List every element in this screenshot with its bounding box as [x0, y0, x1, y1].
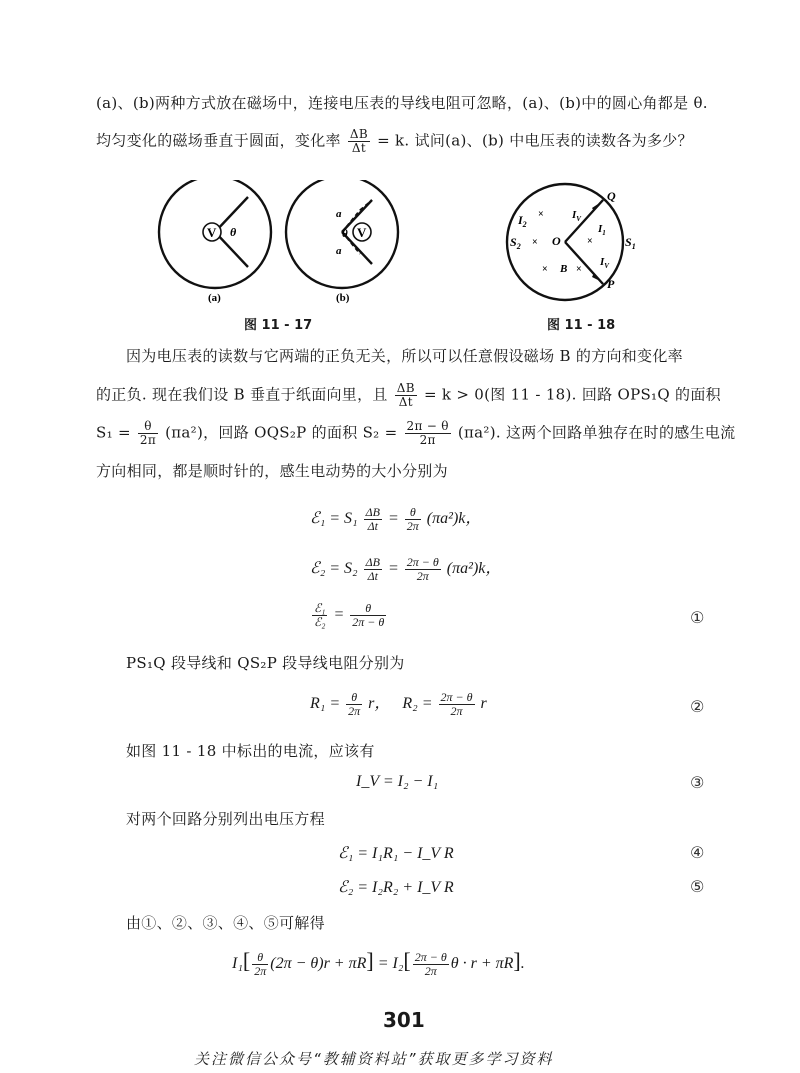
rate-den: Δt [351, 141, 366, 155]
caption-11-17: 图 11 - 17 [244, 318, 313, 333]
label-S2: $S_2$ [510, 235, 521, 251]
body-p8: 由①、②、③、④、⑤可解得 [126, 914, 325, 932]
label-B: B [560, 263, 568, 275]
label-S1: $S_1$ [625, 235, 636, 251]
rate-fraction [348, 128, 370, 155]
body-p3-a: S₁ = [96, 423, 131, 442]
edge-a-top: a [336, 208, 342, 220]
label-P: P [607, 277, 615, 291]
label-b: (b) [336, 292, 350, 304]
body-p6: 如图 11 - 18 中标出的电流，应该有 [126, 742, 375, 760]
label-Q: Q [607, 189, 616, 203]
equation-current: I_V = I₂ − I₁ [356, 773, 439, 790]
figure-11-17 [150, 180, 405, 310]
intro-line-1: (a)、(b)两种方式放在磁场中，连接电压表的导线电阻可忽略，(a)、(b)中的圆心角都是 θ. [96, 94, 708, 112]
body-p3-frac1: $\frac{\theta}{2\pi}$ [139, 419, 157, 447]
body-p3 [96, 420, 735, 447]
equation-voltage-2: ℰ₂ = I₂R₂ + I_V R [338, 879, 454, 896]
label-O: O [552, 234, 561, 248]
caption-11-18: 图 11 - 18 [547, 318, 616, 333]
body-p4: 方向相同，都是顺时针的，感生电动势的大小分别为 [96, 462, 448, 480]
cross-5: × [576, 264, 582, 275]
page-number: 301 [383, 1008, 425, 1032]
body-p2-a: 的正负. 现在我们设 B 垂直于纸面向里，且 [96, 385, 388, 404]
body-p2-b: = k > 0(图 11 - 18). 回路 OPS₁Q 的面积 [423, 385, 721, 404]
figure-11-18 [490, 180, 650, 310]
intro-line-2 [96, 128, 693, 155]
label-a: (a) [208, 292, 221, 304]
label-I2: $I_2$ [518, 213, 527, 229]
eq-number-4: ④ [690, 843, 705, 862]
eq-number-5: ⑤ [690, 877, 705, 896]
equation-voltage-1: ℰ₁ = I₁R₁ − I_V R [338, 845, 454, 862]
label-Iv-bottom: $I_V$ [600, 256, 609, 270]
edge-a-bottom: a [336, 245, 342, 257]
equation-final: I₁[ $\frac{\theta}{2\pi}$ (2π − θ)r + πR] = I₂[ $\frac{2\pi - \theta}{2\pi}$ θ · r + πR]. [232, 948, 525, 978]
theta-b: θ [342, 228, 348, 240]
cross-4: × [542, 264, 548, 275]
theta-a: θ [230, 225, 237, 239]
cross-3: × [587, 236, 593, 247]
label-Iv-top: $I_V$ [572, 209, 581, 223]
cross-2: × [532, 237, 538, 248]
eq-number-3: ③ [690, 773, 705, 792]
body-p5: PS₁Q 段导线和 QS₂P 段导线电阻分别为 [126, 654, 405, 672]
meter-a: V [207, 225, 217, 240]
body-p7: 对两个回路分别列出电压方程 [126, 810, 325, 828]
meter-b: V [357, 225, 367, 240]
equation-resistance: R₁ = $\frac{\theta}{2\pi}$ r， R₂ = $\frac{2\pi - \theta}{2\pi}$ r [310, 689, 487, 718]
rate-num: ΔB [349, 127, 368, 141]
body-p1: 因为电压表的读数与它两端的正负无关，所以可以任意假设磁场 B 的方向和变化率 [126, 347, 683, 365]
body-p2-frac: $\frac{\Delta B}{\Delta t}$ [396, 381, 415, 409]
cross-1: × [538, 209, 544, 220]
equation-emf1: ℰ₁ = S₁ $\frac{\Delta B}{\Delta t}$ = $\frac{\theta}{2\pi}$ (πa²)k， [310, 504, 482, 533]
body-p2 [96, 382, 721, 409]
intro-line-2-a: 均匀变化的磁场垂直于圆面，变化率 [96, 131, 341, 150]
intro-line-2-b: = k. 试问(a)、(b) 中电压表的读数各为多少？ [377, 131, 693, 150]
equation-ratio: $\frac{\text{ℰ₁}}{\text{ℰ₂}}$ = $\frac{\theta}{2\pi - \theta}$ [314, 601, 385, 629]
body-p3-b: (πa²)，回路 OQS₂P 的面积 S₂ = [165, 423, 398, 442]
eq-number-2: ② [690, 697, 705, 716]
footer-note: 关注微信公众号“教辅资料站”获取更多学习资料 [194, 1050, 554, 1068]
body-p3-c: (πa²). 这两个回路单独存在时的感生电流 [457, 423, 736, 442]
eq-number-1: ① [690, 608, 705, 627]
label-I1: $I_1$ [598, 223, 606, 237]
body-p3-frac2: $\frac{2\pi - \theta}{2\pi}$ [406, 419, 449, 447]
equation-emf2: ℰ₂ = S₂ $\frac{\Delta B}{\Delta t}$ = $\frac{2\pi - \theta}{2\pi}$ (πa²)k， [310, 554, 502, 583]
